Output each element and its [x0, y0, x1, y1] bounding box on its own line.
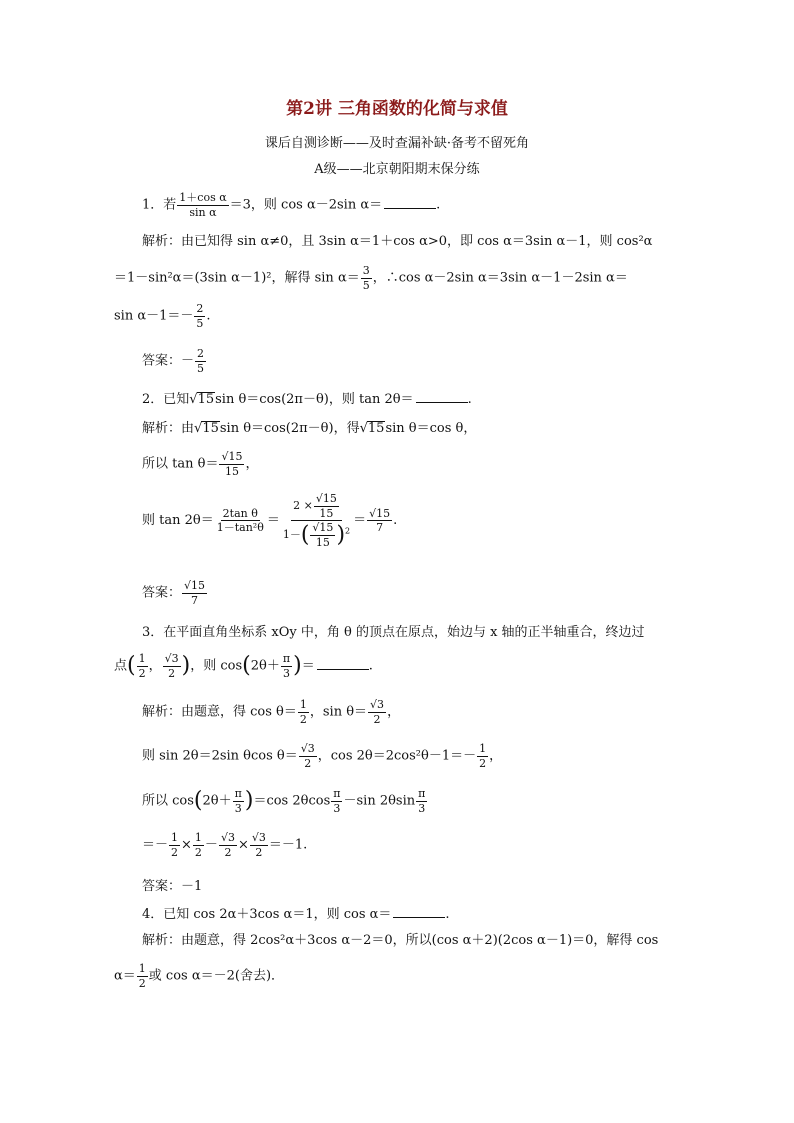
problem-4-solution-line-2: α＝ $\frac{1}{2}$ 或 cos α＝－2(舍去)． — [114, 962, 285, 990]
problem-4-solution-line-1: 解析：由题意，得 2cos²α＋3cos α－2＝0，所以(cos α＋2)(2cos α－1)＝0，解得 cos — [142, 933, 659, 948]
problem-3-answer: 答案：－1 — [142, 879, 203, 894]
answer-blank — [317, 659, 369, 670]
problem-4-question: 4．已知 cos 2α＋3cos α＝1，则 cos α＝ . — [142, 907, 450, 922]
subtitle-1: 课后自测诊断——及时查漏补缺·备考不留死角 — [264, 136, 530, 151]
problem-2-question: 2．已知√15sin θ＝cos(2π－θ)，则 tan 2θ＝ . — [142, 392, 472, 407]
problem-2-solution-line-1: 解析：由√15sin θ＝cos(2π－θ)，得√15sin θ＝cos θ， — [142, 421, 477, 436]
problem-2-solution-line-2: 所以 tan θ＝ $\frac{√15}{15}$ ， — [142, 450, 259, 478]
page-title: 第2讲 三角函数的化简与求值 — [286, 99, 508, 119]
answer-blank — [416, 392, 468, 403]
problem-1-answer: 答案：－ $\frac{2}{5}$ — [142, 347, 205, 375]
problem-1-question: 1．若 $\frac{\text{1＋cos α}}{\text{sin α}}$ ＝3，则 cos α－2sin α＝ . — [142, 191, 441, 219]
problem-2-solution-line-3: 则 tan 2θ＝ $\frac{\text{2tan θ}}{\text{1－tan²θ}}$ ＝ 2 × $\frac{√15}{15}$ 1－( $\frac{√15}{15}$ )$^2$ ＝ $\frac{√15}{7}$ . — [142, 492, 398, 549]
fraction: $\frac{\text{1＋cos α}}{\text{sin α}}$ — [179, 191, 227, 219]
problem-1-solution-line-3: sin α－1＝－ $\frac{2}{5}$ . — [114, 302, 211, 330]
answer-blank — [384, 198, 436, 209]
subtitle-2: A级——北京朝阳期末保分练 — [314, 162, 480, 177]
answer-blank — [393, 907, 445, 918]
problem-3-question-line-2: 点( $\frac{1}{2}$ ， $\frac{√3}{2}$ )，则 cos(2θ＋ $\frac{\pi}{3}$ )＝ . — [114, 652, 373, 680]
problem-1-solution-line-1: 解析：由已知得 sin α≠0，且 3sin α＝1＋cos α>0，即 cos α＝3sin α－1，则 cos²α — [142, 234, 653, 249]
problem-1-solution-line-2: ＝1－sin²α＝(3sin α－1)²，解得 sin α＝ $\frac{3}{5}$ ，∴cos α－2sin α＝3sin α－1－2sin α＝ — [114, 264, 628, 292]
problem-3-solution-line-2: 则 sin 2θ＝2sin θcos θ＝ $\frac{√3}{2}$ ，cos 2θ＝2cos²θ－1＝－ $\frac{1}{2}$ ， — [142, 742, 503, 770]
problem-3-question-line-1: 3．在平面直角坐标系 xOy 中，角 θ 的顶点在原点，始边与 x 轴的正半轴重合，终边过 — [142, 625, 645, 640]
problem-2-answer: 答案： $\frac{√15}{7}$ — [142, 579, 206, 607]
problem-3-solution-line-3: 所以 cos(2θ＋ $\frac{\pi}{3}$ )＝cos 2θcos $\frac{\pi}{3}$ －sin 2θsin $\frac{\pi}{3}$ — [142, 787, 426, 815]
problem-3-solution-line-4: ＝－ $\frac{1}{2}$ × $\frac{1}{2}$ － $\frac{√3}{2}$ × $\frac{√3}{2}$ ＝－1. — [142, 831, 308, 859]
problem-3-solution-line-1: 解析：由题意，得 cos θ＝ $\frac{1}{2}$ ，sin θ＝ $\frac{√3}{2}$ ， — [142, 698, 401, 726]
